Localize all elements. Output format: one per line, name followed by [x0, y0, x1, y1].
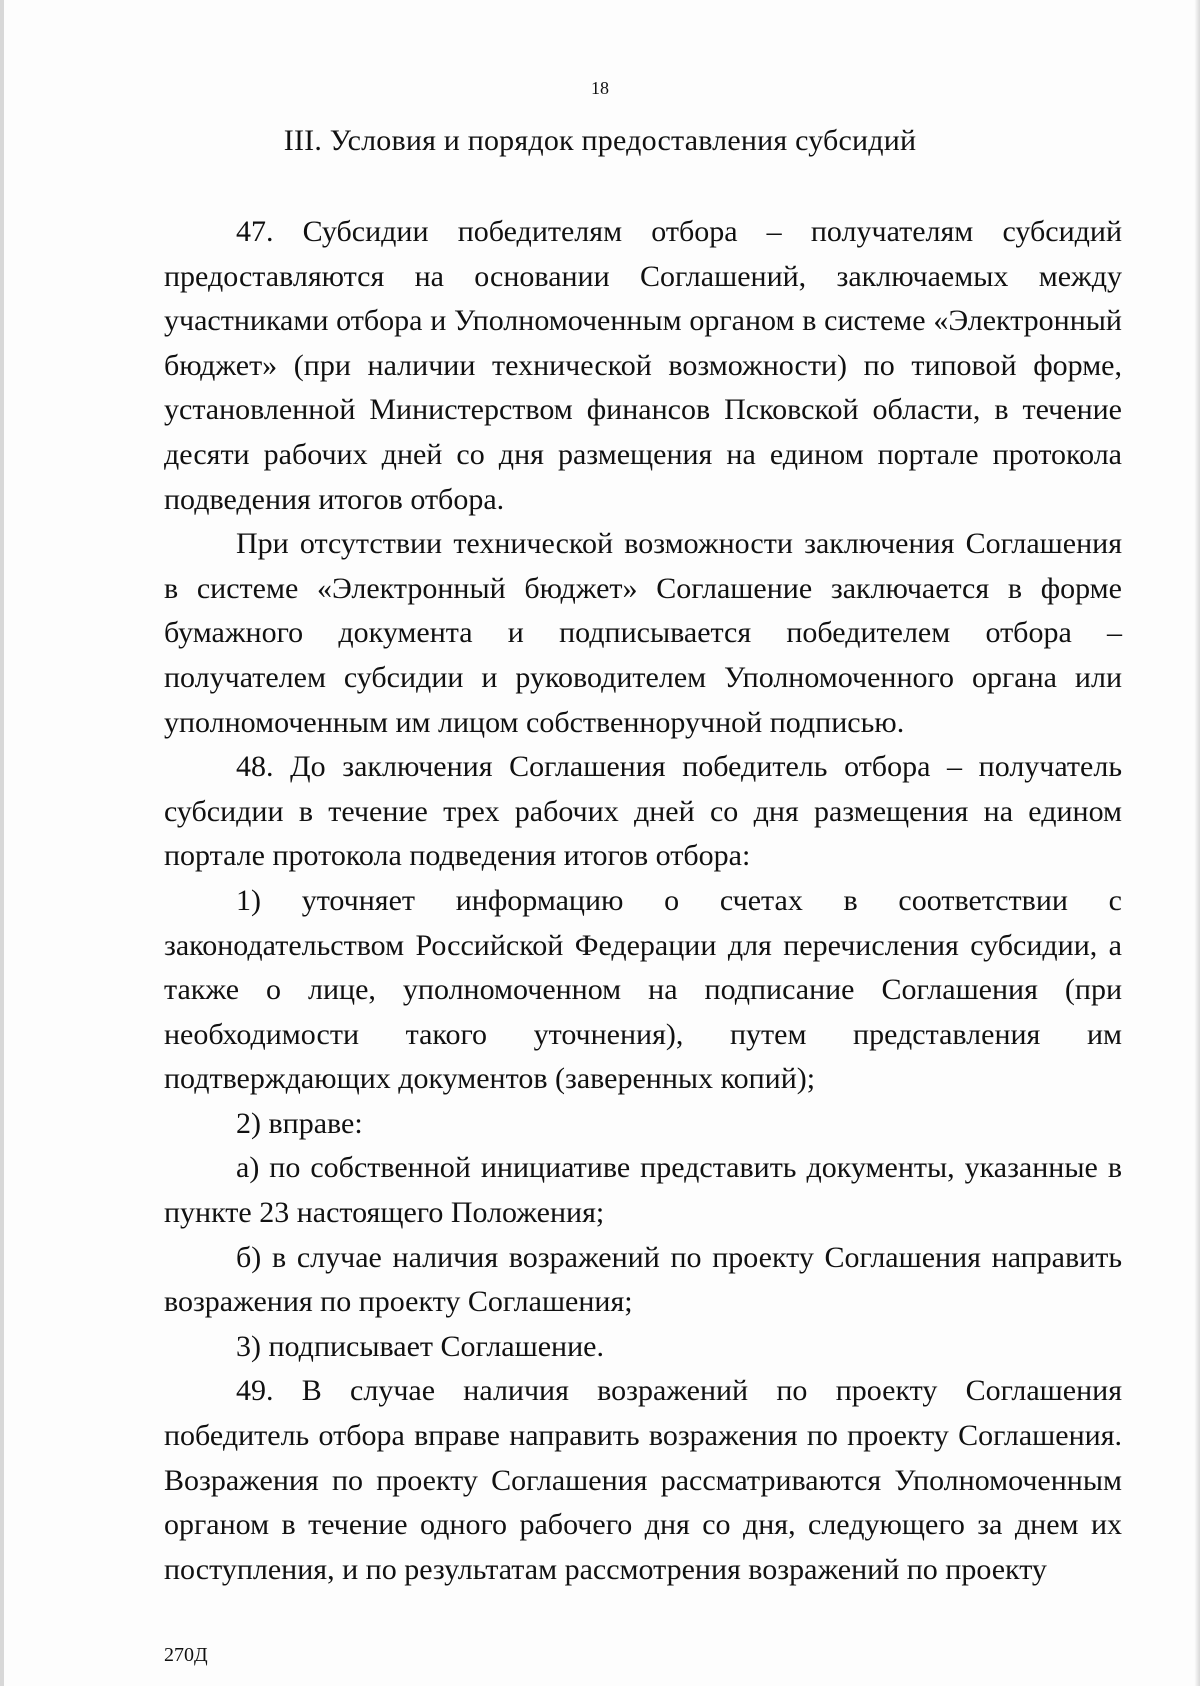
paragraph-48: 48. До заключения Соглашения победитель отбора – получатель субсидии в течение трех рабочих дней со дня размещения на едином портале протокола подведения итогов отбора:	[164, 750, 1122, 873]
footer-code: 270Д	[164, 1644, 208, 1666]
paragraph-48-item-2a: а) по собственной инициативе представить документы, указанные в пункте 23 настоящего Положения;	[164, 1151, 1122, 1230]
paragraph-48-item-2: 2) вправе:	[236, 1106, 363, 1140]
paragraph-47: 47. Субсидии победителям отбора – получателям субсидий предоставляются на основании Соглашений, заключаемых между участниками отбора и Уполномоченным органом в системе «Электронный бюджет» (при наличии технической возможности) по типовой форме, установленной Министерством финансов Псковской области, в течение десяти рабочих дней со дня размещения на едином портале протокола подведения итогов отбора.	[164, 215, 1122, 516]
document-body	[164, 210, 1122, 1592]
paragraph-49: 49. В случае наличия возражений по проекту Соглашения победитель отбора вправе направить возражения по проекту Соглашения. Возражения по проекту Соглашения рассматриваются Уполномоченным органом в течение одного рабочего дня со дня, следующего за днем их поступления, и по результатам рассмотрения возражений по проекту	[164, 1374, 1122, 1586]
page-number: 18	[591, 78, 609, 98]
paragraph-47-note: При отсутствии технической возможности заключения Соглашения в системе «Электронный бюджет» Соглашение заключается в форме бумажного документа и подписывается победителем отбора – получателем субсидии и руководителем Уполномоченного органа или уполномоченным им лицом собственноручной подписью.	[164, 527, 1122, 739]
scan-right-edge	[1194, 0, 1200, 1686]
paragraph-48-item-3: 3) подписывает Соглашение.	[236, 1329, 604, 1363]
paragraph-48-item-1: 1) уточняет информацию о счетах в соответствии с законодательством Российской Федерации для перечисления субсидии, а также о лице, уполномоченном на подписание Соглашения (при необходимости такого уточнения), путем представления им подтверждающих документов (заверенных копий);	[164, 883, 1122, 1096]
section-title: III. Условия и порядок предоставления субсидий	[283, 124, 917, 157]
paragraph-48-item-2b: б) в случае наличия возражений по проекту Соглашения направить возражения по проекту Соглашения;	[164, 1240, 1122, 1319]
scan-left-edge	[0, 0, 4, 1686]
